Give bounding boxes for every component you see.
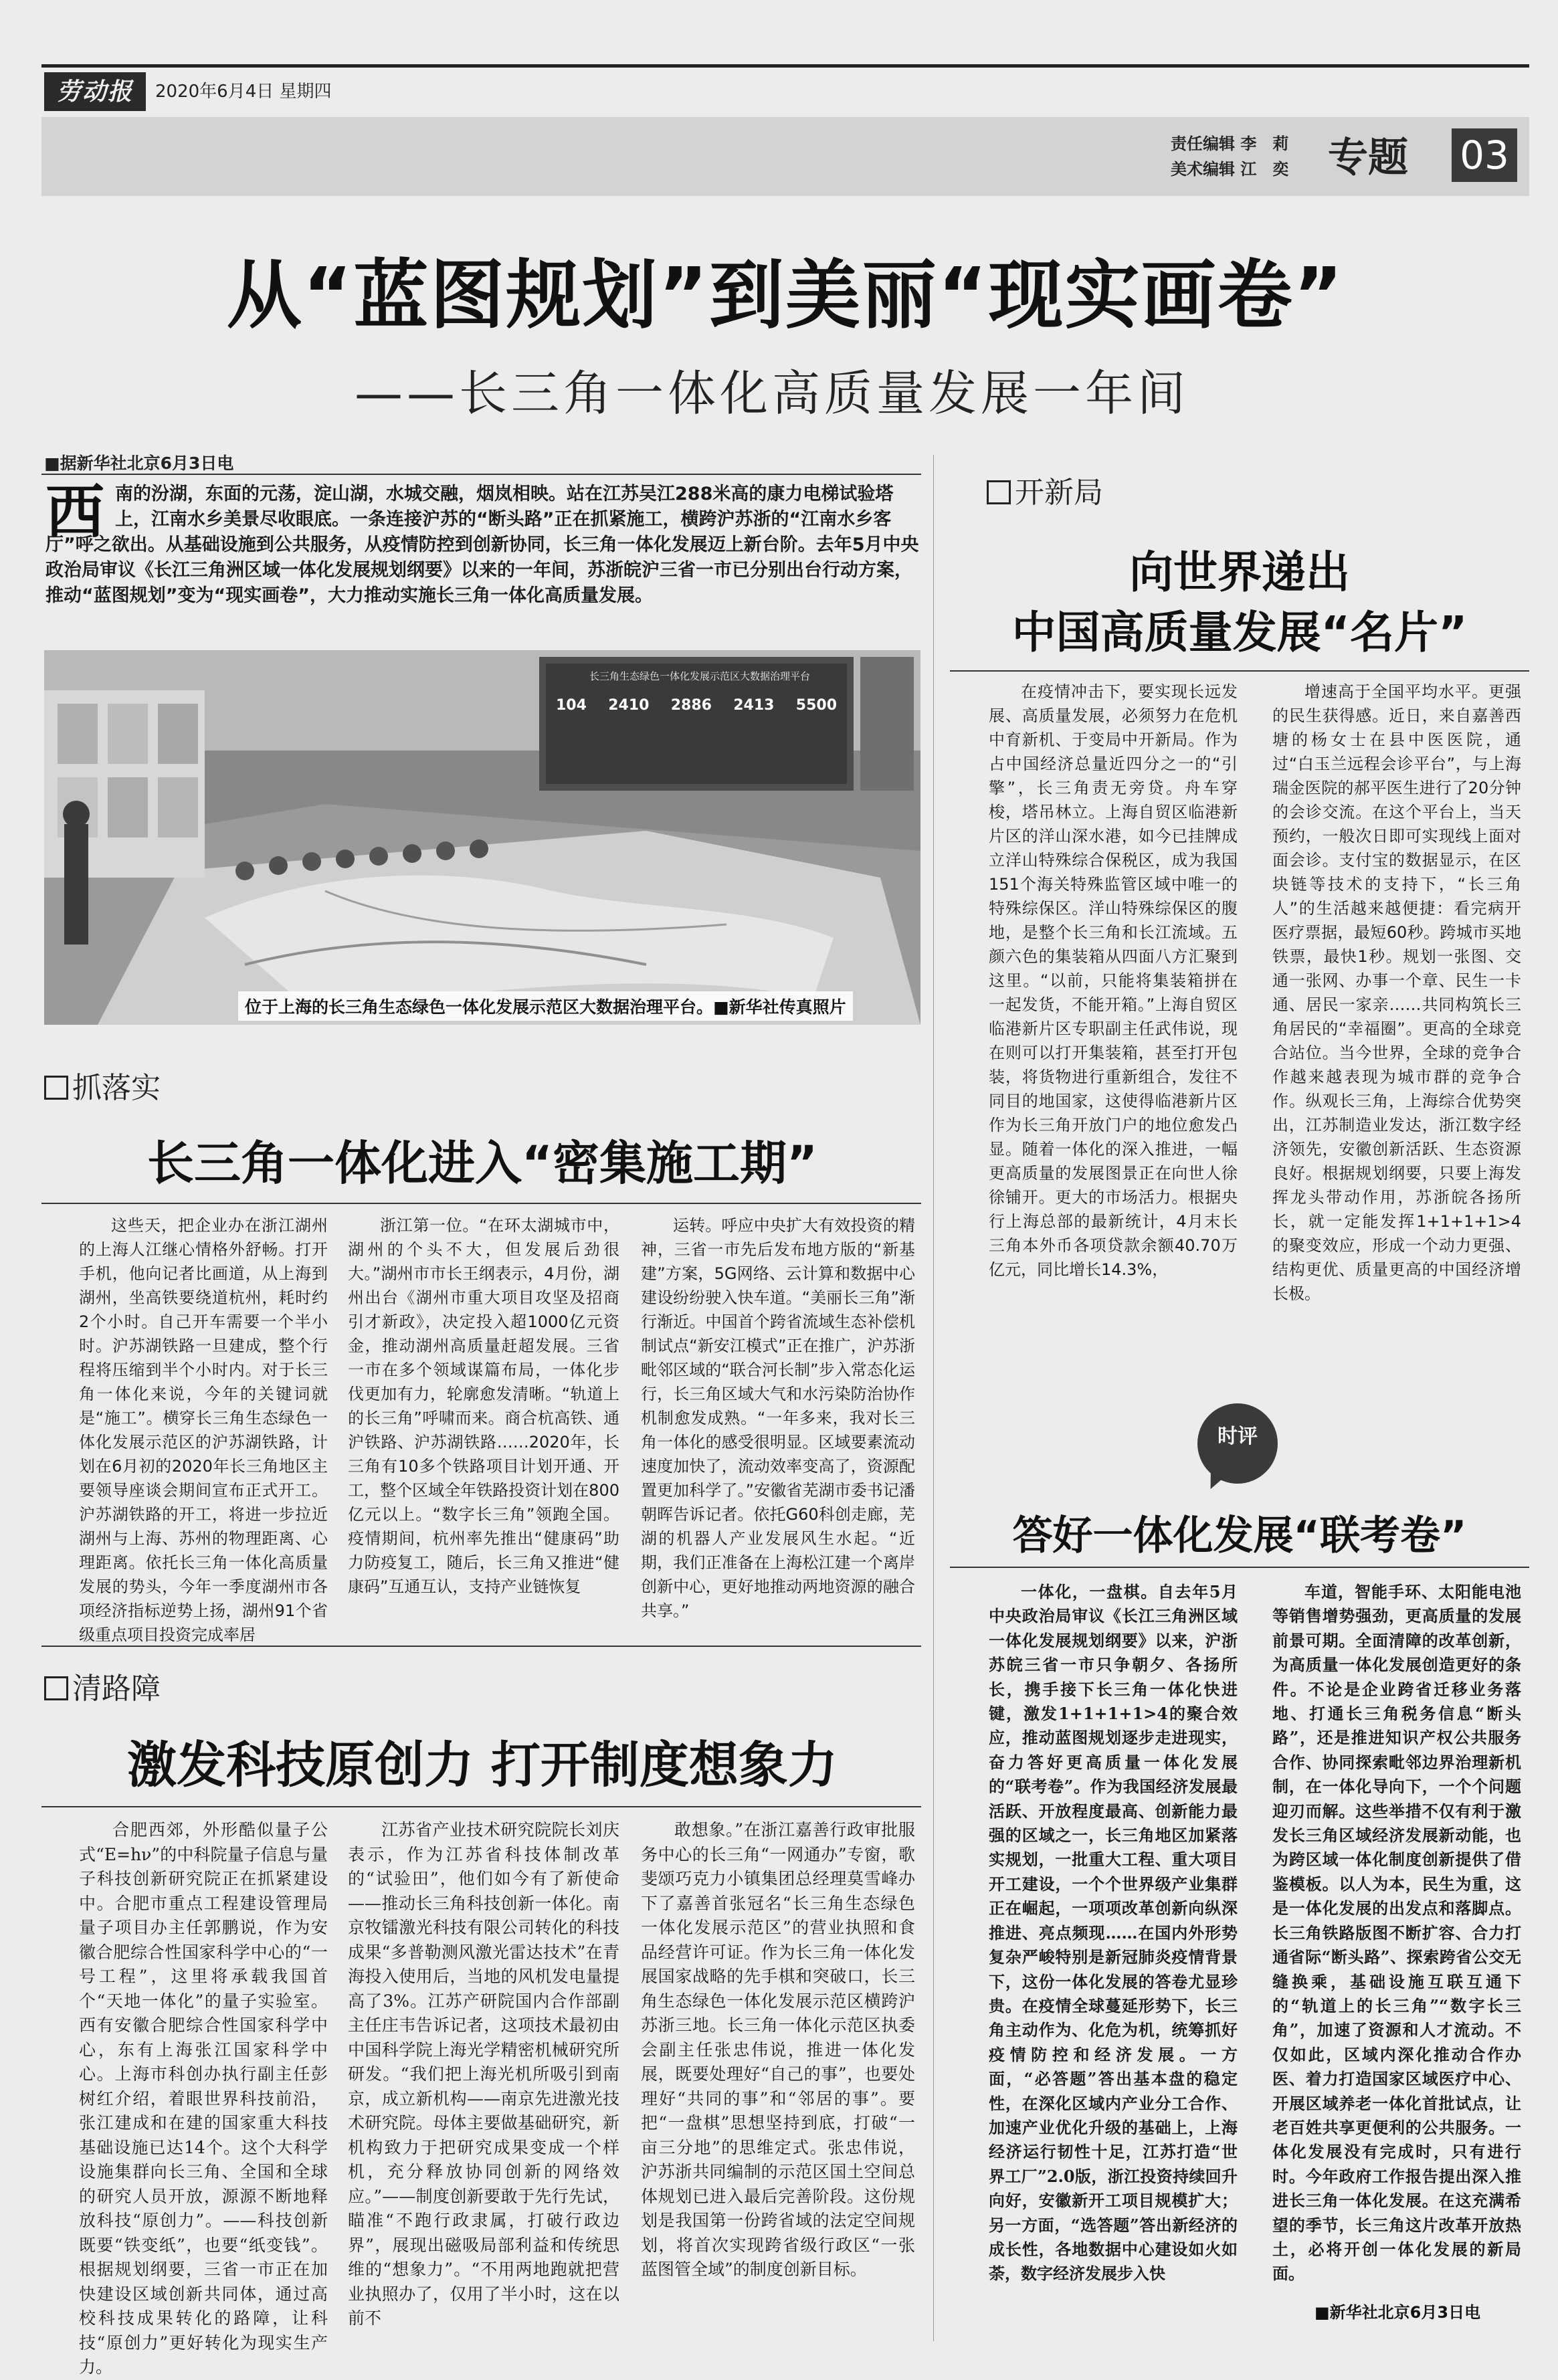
headline-zhualuoshi: 长三角一体化进入“密集施工期” — [147, 1136, 817, 1191]
headline-rule-qinglu — [41, 1806, 921, 1807]
section-label-zhualuoshi — [44, 1064, 161, 1106]
dateline-rule — [41, 474, 921, 475]
article-col: 在疫情冲击下，要实现长远发展、高质量发展，必须努力在危机中育新机、于变局中开新局。作为占中国经济总量近四分之一的“引擎”，长三角责无旁贷。舟车穿梭，塔吊林立。上海自贸区临港新片区的洋山深水港，如今已挂牌成立洋山特殊综合保税区，成为我国151个海关特殊监管区域中唯一的特殊综保区。洋山特殊综保区的腹地，是整个长三角和长江流域。五颜六色的集装箱从四面八方汇聚到这里。“以前，只能将集装箱拼在一起发货，不能开箱。”上海自贸区临港新片区专职副主任武伟说，现在则可以打开集装箱，甚至打开包装，将货物进行重新组合，发往不同目的地国家，这使得临港新片区作为长三角开放门户的地位愈发凸显。随着一体化的深入推进，一幅更高质量的发展图景正在向世人徐徐铺开。更大的市场活力。根据央行上海总部的最新统计，4月末长三角本外币各项贷款余额40.70万亿元，同比增长14.3%， — [989, 682, 1238, 1279]
page-number: 03 — [1452, 128, 1517, 182]
headline-kaixinju-line1: 向世界递出 — [1129, 547, 1350, 598]
intro-paragraph — [45, 478, 920, 639]
top-rule — [41, 64, 1529, 68]
editor-label: 责任编辑 — [1171, 134, 1235, 153]
headline-rule-zhualuoshi — [41, 1203, 921, 1204]
section-label-text: 开新局 — [1015, 476, 1103, 510]
art-editor-name: 江 奕 — [1240, 160, 1289, 179]
column-separator — [933, 455, 934, 2341]
commentary-badge-text: 时评 — [1218, 1425, 1258, 1448]
main-title: 从“蓝图规划”到美丽“现实画卷” — [226, 252, 1345, 339]
section-box-icon — [44, 1676, 68, 1700]
article-col: 运转。呼应中央扩大有效投资的精神，三省一市先后发布地方版的“新基建”方案，5G网络、云计算和数据中心建设纷纷驶入快车道。“美丽长三角”渐行渐近。中国首个跨省流域生态补偿机制试点“新安江模式”正在推广，沪苏浙毗邻区域的“联合河长制”步入常态化运行，长三角区域大气和水污染防治协作机制愈发成熟。“一年多来，我对长三角一体化的感受很明显。区域要素流动速度加快了，流动效率变高了，资源配置更加科学了。”安徽省芜湖市委书记潘朝晖告诉记者。依托G60科创走廊，芜湖的机器人产业发展风生水起。“近期，我们正准备在上海松江建一个离岸创新中心，更好地推动两地资源的融合共享。” — [641, 1216, 915, 1620]
dateline: ■据新华社北京6月3日电 — [44, 454, 234, 473]
issue-date: 2020年6月4日 星期四 — [155, 82, 332, 102]
article-col: 合肥西郊，外形酷似量子公式“E=hν”的中科院量子信息与量子科技创新研究院正在抓紧建设中。合肥市重点工程建设管理局量子项目办主任郭鹏说，作为安徽合肥综合性国家科学中心的“一号工程”，这里将承载我国首个“天地一体化”的量子实验室。西有安徽合肥综合性国家科学中心，东有上海张江国家科学中心。上海市科创办执行副主任彭树红介绍，着眼世界科技前沿，张江建成和在建的国家重大科技基础设施已达14个。这个大科学设施集群向长三角、全国和全球的研究人员开放，源源不断地释放科技“原创力”。——科技创新既要“铁变纸”，也要“纸变钱”。根据规划纲要，三省一市正在加快建设区域创新共同体，通过高校科技成果转化的路障，让科技“原创力”更好转化为现实生产力。 — [79, 1820, 328, 2377]
subtitle: ——长三角一体化高质量发展一年间 — [355, 365, 1190, 421]
article-col: 敢想象。”在浙江嘉善行政审批服务中心的长三角“一网通办”专窗，歌斐颂巧克力小镇集团总经理莫雪峰办下了嘉善首张冠名“长三角生态绿色一体化发展示范区”的营业执照和食品经营许可证。作为长三角一体化发展国家战略的先手棋和突破口，长三角生态绿色一体化发展示范区横跨沪苏浙三地。长三角一体化示范区执委会副主任张忠伟说，推进一体化发展，既要处理好“自己的事”，也要处理好“共同的事”和“邻居的事”。要把“一盘棋”思想坚持到底，打破“一亩三分地”的思维定式。张忠伟说，沪苏浙共同编制的示范区国土空间总体规划已进入最后完善阶段。这份规划是我国第一份跨省域的法定空间规划，将首次实现跨省级行政区“一张蓝图管全域”的制度创新目标。 — [641, 1820, 915, 2279]
header-band — [41, 117, 1529, 196]
editor-credits — [1171, 131, 1288, 182]
screen-stat: 2413 — [733, 697, 775, 714]
screen-stat: 2410 — [608, 697, 650, 714]
headline-shiping: 答好一体化发展“联考卷” — [1012, 1512, 1467, 1559]
screen-stat: 5500 — [795, 697, 837, 714]
paper-logo: 劳动报 — [44, 72, 146, 111]
intro-text: 南的汾湖，东面的元荡，淀山湖，水城交融，烟岚相映。站在江苏吴江288米高的康力电梯试验塔上，江南水乡美景尽收眼底。一条连接沪苏的“断头路”正在抓紧施工，横跨沪苏浙的“江南水乡客厅”呼之欲出。从基础设施到公共服务，从疫情防控到创新协同，长三角一体化发展迈上新台阶。去年5月中央政治局审议《长江三角洲区域一体化发展规划纲要》以来的一年间，苏浙皖沪三省一市已分别出台行动方案，推动“蓝图规划”变为“现实画卷”，大力推动实施长三角一体化高质量发展。 — [45, 484, 919, 606]
section-box-icon — [44, 1076, 68, 1100]
screen-title: 长三角生态绿色一体化发展示范区大数据治理平台 — [589, 670, 810, 682]
headline-qinglu: 激发科技原创力 打开制度想象力 — [127, 1737, 838, 1794]
article-col: 增速高于全国平均水平。更强的民生获得感。近日，来自嘉善西塘的杨女士在县中医医院，通过“白玉兰远程会诊平台”，与上海瑞金医院的郝平医生进行了20分钟的会诊交流。在这个平台上，当天预约，一般次日即可实现线上面对面会诊。支付宝的数据显示，在区块链等技术的支持下，“长三角人”的生活越来越便捷：看完病开医疗票据，最短60秒。跨城市买地铁票，最快1秒。规划一张图、交通一张网、办事一个章、民生一卡通、居民一家亲……共同构筑长三角居民的“幸福圈”。更高的全球竞合站位。当今世界，全球的竞争合作越来越表现为城市群的竞争合作。纵观长三角，上海综合优势突出，江苏制造业发达，浙江数字经济领先，安徽创新活跃、生态资源良好。根据规划纲要，只要上海发挥龙头带动作用，苏浙皖各扬所长，就一定能发挥1+1+1+1>4的聚变效应，形成一个动力更强、结构更优、质量更高的中国经济增长极。 — [1272, 682, 1521, 1303]
headline-kaixinju-line2: 中国高质量发展“名片” — [1011, 607, 1468, 658]
section-label-kaixinju — [987, 468, 1103, 511]
intro-drop-cap: 西 — [45, 478, 105, 547]
screen-stat: 104 — [556, 697, 587, 714]
drop-cap-space — [45, 482, 115, 530]
photo-caption: 位于上海的长三角生态绿色一体化发展示范区大数据治理平台。■新华社传真照片 — [238, 991, 853, 1021]
art-editor-label: 美术编辑 — [1171, 160, 1235, 179]
screen-stat: 2886 — [670, 697, 712, 714]
editor-name: 李 莉 — [1240, 134, 1289, 153]
article-col: 车道，智能手环、太阳能电池等销售增势强劲，更高质量的发展前景可期。全面清障的改革创新，为高质量一体化发展创造更好的条件。不论是企业跨省迁移业务落地、打通长三角税务信息“断头路”，还是推进知识产权公共服务合作、协同探索毗邻边界治理新机制，在一体化导向下，一个个问题迎刃而解。这些举措不仅有利于激发长三角区域经济发展新动能，也为跨区域一体化制度创新提供了借鉴模板。以人为本，民生为重，这是一体化发展的出发点和落脚点。长三角铁路版图不断扩容、合力打通省际“断头路”、探索跨省公交无缝换乘，基础设施互联互通下的“轨道上的长三角”“数字长三角”，加速了资源和人才流动。不仅如此，区域内深化推动合作办医、着力打造国家区域医疗中心、开展区域养老一体化首批试点，让老百姓共享更便利的公共服务。一体化发展没有完成时，只有进行时。今年政府工作报告提出深入推进长三角一体化发展。在这充满希望的季节，长三角这片改革开放热土，必将开创一体化发展的新局面。 — [1272, 1582, 1521, 2284]
headline-rule-kaixinju — [950, 670, 1529, 672]
commentary-signoff: ■新华社北京6月3日电 — [1314, 2303, 1481, 2322]
section-name: 专题 — [1328, 134, 1408, 181]
article-col: 这些天，把企业办在浙江湖州的上海人江继心情格外舒畅。打开手机，他向记者比画道，从上海到湖州，坐高铁要绕道杭州，耗时约2个小时。自己开车需要一个半小时。沪苏湖铁路一旦建成，整个行程将压缩到半个小时内。对于长三角一体化来说，今年的关键词就是“施工”。横穿长三角生态绿色一体化发展示范区的沪苏湖铁路，计划在6月初的2020年长三角地区主要领导座谈会期间宣布正式开工。沪苏湖铁路的开工，将进一步拉近湖州与上海、苏州的物理距离、心理距离。依托长三角一体化高质量发展的势头，今年一季度湖州市各项经济指标逆势上扬，湖州91个省级重点项目投资完成率居 — [79, 1216, 328, 1644]
section-label-qinglu — [44, 1664, 161, 1707]
section-divider — [41, 1646, 921, 1647]
news-photo — [44, 650, 920, 1025]
article-col: 江苏省产业技术研究院院长刘庆表示，作为江苏省科技体制改革的“试验田”，他们如今有了新使命——推动长三角科技创新一体化。南京牧镭激光科技有限公司转化的科技成果“多普勒测风激光雷达技术”在青海投入使用后，当地的风机发电量提高了3%。江苏产研院国内合作部副主任庄韦告诉记者，这项技术最初由中国科学院上海光学精密机械研究所研发。“我们把上海光机所吸引到南京，成立新机构——南京先进激光技术研究院。母体主要做基础研究，新机构致力于把研究成果变成一个样机，充分释放协同创新的网络效应。”——制度创新要敢于先行先试，瞄准“不跑行政隶属，打破行政边界”，展现出磁吸局部利益和传统思维的“想象力”。“不用两地跑就把营业执照办了，仅用了半小时，这在以前不 — [348, 1820, 619, 2328]
section-box-icon — [987, 480, 1011, 504]
screen-stats — [556, 697, 837, 714]
section-label-text: 抓落实 — [72, 1071, 161, 1105]
section-label-text: 清路障 — [72, 1672, 161, 1706]
headline-rule-shiping — [950, 1567, 1529, 1568]
article-col: 一体化，一盘棋。自去年5月中央政治局审议《长江三角洲区域一体化发展规划纲要》以来，沪浙苏皖三省一市只争朝夕、各扬所长，携手接下长三角一体化快进键，激发1+1+1+1>4的聚合效应，推动蓝图规划逐步走进现实，奋力答好更高质量一体化发展的“联考卷”。作为我国经济发展最活跃、开放程度最高、创新能力最强的区域之一，长三角地区加紧落实规划，一批重大工程、重大项目开工建设，一个个世界级产业集群正在崛起，一项项改革创新向纵深推进、亮点频现……在国内外形势复杂严峻特别是新冠肺炎疫情背景下，这份一体化发展的答卷尤显珍贵。在疫情全球蔓延形势下，长三角主动作为、化危为机，统筹抓好疫情防控和经济发展。一方面，“必答题”答出基本盘的稳定性，在深化区域内产业分工合作、加速产业优化升级的基础上，上海经济运行韧性十足，江苏打造“世界工厂”2.0版，浙江投资持续回升向好，安徽新开工项目规模扩大；另一方面，“选答题”答出新经济的成长性，各地数据中心建设如火如荼，数字经济发展步入快 — [989, 1582, 1238, 2284]
article-col: 浙江第一位。“在环太湖城市中，湖州的个头不大，但发展后劲很大。”湖州市市长王纲表示，4月份，湖州出台《湖州市重大项目攻坚及招商引才新政》，决定投入超1000亿元资金，推动湖州高质量赶超发展。三省一市在多个领域谋篇布局，一体化步伐更加有力，轮廓愈发清晰。“轨道上的长三角”呼啸而来。商合杭高铁、通沪铁路、沪苏湖铁路……2020年，长三角有10多个铁路项目计划开通、开工，整个区域全年铁路投资计划在800亿元以上。“数字长三角”领跑全国。疫情期间，杭州率先推出“健康码”助力防疫复工，随后，长三角又推进“健康码”互通互认，支持产业链恢复 — [348, 1216, 619, 1596]
